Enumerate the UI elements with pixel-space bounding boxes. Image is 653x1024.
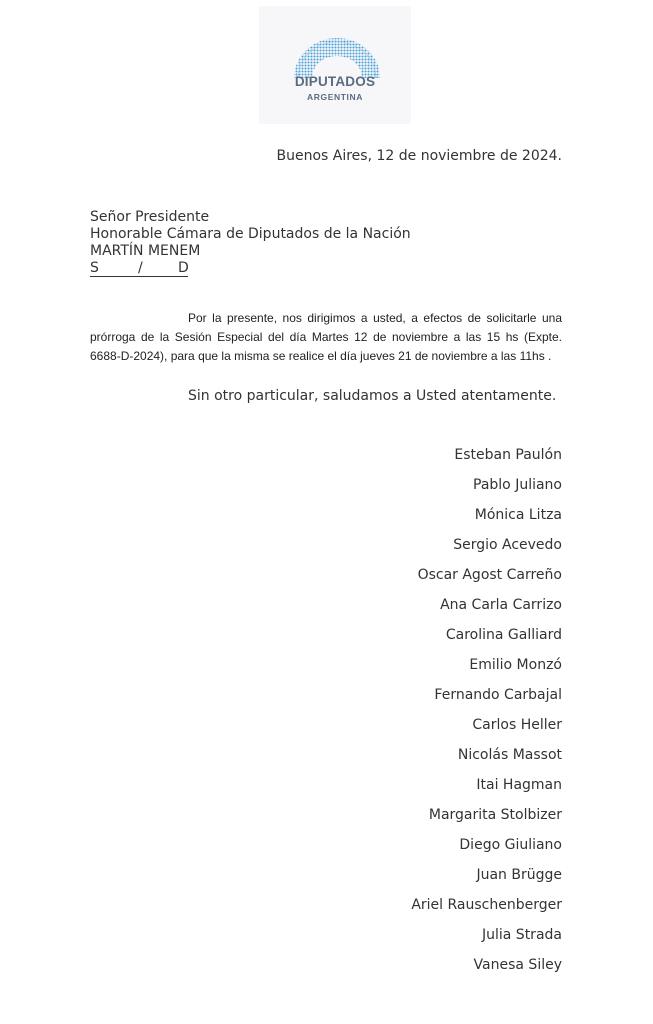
signatory-name: Nicolás Massot (457, 747, 562, 763)
signatory-name: Ariel Rauschenberger (411, 897, 562, 913)
recipient-institution: Honorable Cámara de Diputados de la Nación (90, 226, 411, 242)
recipient-title: Señor Presidente (90, 209, 210, 225)
sd-s: S (90, 260, 99, 276)
recipient-block (90, 209, 411, 282)
signatory-name: Esteban Paulón (454, 447, 562, 463)
signatory-name: Pablo Juliano (473, 477, 562, 493)
signatory-list (411, 447, 562, 987)
signatory-name: Mónica Litza (474, 507, 562, 523)
sd-d: D (178, 260, 189, 276)
signatory-name: Itai Hagman (476, 777, 562, 793)
signatory-name: Carolina Galliard (445, 627, 562, 643)
recipient-name: MARTÍN MENEM (90, 243, 201, 259)
signatory-name: Julia Strada (482, 927, 562, 943)
body-paragraph-text: Por la presente, nos dirigimos a usted, a efectos de solicitarle una prórroga de la Sesión Especial del día Martes 12 de noviembre a las 15 hs (Expte. 6688-D-2024), para que la misma se realice el día jueves 21 de noviembre a las 11hs . (90, 311, 562, 363)
signatory-name: Emilio Monzó (469, 657, 562, 673)
sd-slash: / (138, 260, 143, 276)
signatory-name: Juan Brügge (476, 867, 562, 883)
signatory-name: Carlos Heller (472, 717, 562, 733)
logo-title: DIPUTADOS (294, 74, 376, 89)
closing-line: Sin otro particular, saludamos a Usted atentamente. (188, 388, 557, 404)
su-despacho-line (90, 260, 188, 277)
signatory-name: Diego Giuliano (459, 837, 562, 853)
signatory-name: Vanesa Siley (473, 957, 562, 973)
signatory-name: Ana Carla Carrizo (440, 597, 562, 613)
body-paragraph (90, 309, 562, 366)
diputados-logo (259, 6, 411, 124)
signatory-name: Oscar Agost Carreño (417, 567, 562, 583)
signatory-name: Margarita Stolbizer (428, 807, 562, 823)
signatory-name: Fernando Carbajal (434, 687, 562, 703)
logo-subtitle: ARGENTINA (307, 92, 363, 102)
signatory-name: Sergio Acevedo (453, 537, 562, 553)
date-line: Buenos Aires, 12 de noviembre de 2024. (276, 148, 562, 164)
